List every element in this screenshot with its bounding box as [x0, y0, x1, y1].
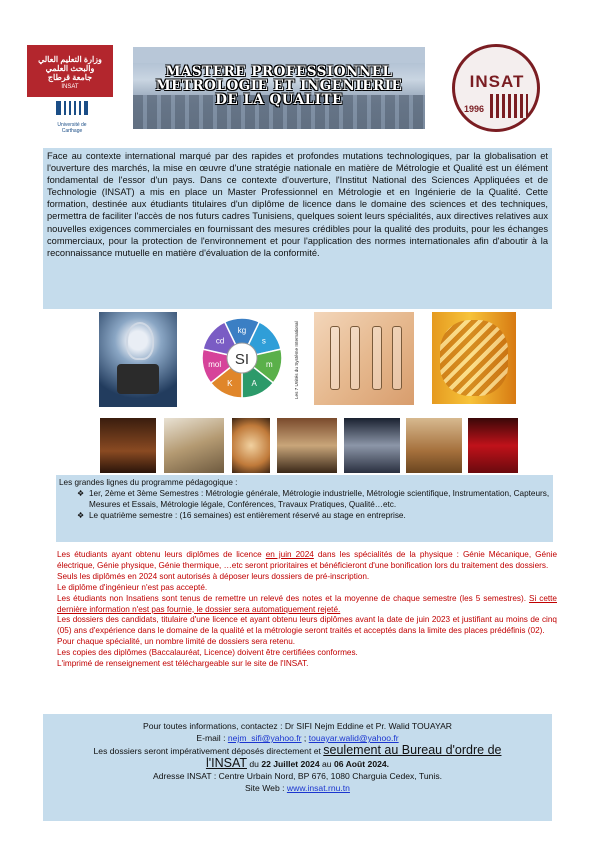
- program-bullet-semesters: ❖ 1er, 2ème et 3ème Semestres : Métrologie générale, Métrologie industrielle, Métrologie scientifique, Instrumentation, Capteurs, Mesures et Essais, Métrologie légale, Conférences, Travaux Pratiques, Qualité…etc.: [59, 488, 550, 510]
- title-banner: [133, 47, 425, 129]
- university-carthage-logo: [47, 101, 97, 134]
- si-unit-label: kg: [237, 326, 247, 335]
- dna-helix-image: [432, 312, 516, 404]
- si-caption: Les 7 Unités du Système International: [294, 321, 299, 399]
- email-link-touayar[interactable]: touayar.walid@yahoo.fr: [308, 733, 399, 743]
- si-unit-label: mol: [208, 360, 222, 370]
- admission-notes: [57, 550, 557, 670]
- si-units-wheel: [199, 312, 285, 405]
- si-unit-label: K: [227, 379, 233, 389]
- deadline-line-2: l'INSAT du 22 Juillet 2024 au 06 Août 2024.: [205, 756, 390, 770]
- si-unit-label: cd: [215, 336, 225, 346]
- insat-logo: [444, 44, 554, 134]
- measurement-photo-5: [344, 418, 400, 473]
- title-line-2: METROLOGIE ET INGENIERIE: [155, 78, 403, 94]
- si-unit-label: m: [265, 360, 273, 370]
- email-link-sifi[interactable]: nejm_sifi@yahoo.fr: [227, 733, 302, 743]
- measurement-photo-4: [277, 418, 337, 473]
- website: Site Web : www.insat.rnu.tn: [245, 783, 350, 793]
- page-title: [133, 65, 425, 107]
- si-unit-label: A: [251, 379, 257, 389]
- note-2024-only: Seuls les diplômés en 2024 sont autorisés à déposer leurs dossiers de pré-inscription.: [57, 571, 370, 581]
- ministry-logo: [27, 45, 113, 133]
- note-limited: Pour chaque spécialité, un nombre limité de dossiers sera retenu.: [57, 637, 296, 647]
- ministry-logo-banner: [27, 45, 113, 97]
- note-priority: Les étudiants ayant obtenu leurs diplômes de licence en juin 2024 dans les spécialités de la physique : Génie Mécanique, Génie électrique, Génie physique, Génie thermique, …etc seront prioritaires et bénéficieront d'une bonification lors du traitement des dossiers.: [57, 550, 557, 570]
- measurement-photo-6: [406, 418, 462, 473]
- insat-logo-year: 1996: [464, 104, 485, 114]
- title-line-1: MASTERE PROFESSIONNEL: [165, 64, 393, 80]
- program-heading: Les grandes lignes du programme pédagogique :: [59, 478, 238, 487]
- note-experience: Les dossiers des candidats, titulaire d'une licence et ayant obtenu leurs diplômes avant la date de juin 2023 et justifiant au moins de cinq (05) ans d'expérience dans le domaine de la qualité et la métrologie seront traités et acceptés dans la limite des places prédéfinis (02).: [57, 615, 557, 636]
- website-link[interactable]: www.insat.rnu.tn: [286, 783, 350, 793]
- contact-emails: E-mail : nejm_sifi@yahoo.fr ; touayar.walid@yahoo.fr: [196, 733, 399, 743]
- measurement-photo-1: [100, 418, 156, 473]
- program-box: [56, 475, 553, 542]
- note-form: L'imprimé de renseignement est téléchargeable sur le site de l'INSAT.: [57, 659, 309, 669]
- university-logo-text: جامعة قرطاج: [47, 73, 93, 82]
- insat-logo-name: INSAT: [469, 72, 525, 91]
- measurement-photo-2: [164, 418, 224, 473]
- title-line-3: DE LA QUALITE: [215, 92, 343, 108]
- contact-persons: Pour toutes informations, contactez : Dr SIFI Nejm Eddine et Pr. Walid TOUAYAR: [142, 721, 453, 731]
- institute-logo-text: INSAT: [61, 84, 79, 90]
- building-icon: [490, 94, 528, 118]
- address: Adresse INSAT : Centre Urbain Nord, BP 676, 1080 Charguia Cedex, Tunis.: [153, 771, 442, 781]
- program-bullet-internship: ❖ Le quatrième semestre : (16 semaines) est entièrement réservé au stage en entreprise.: [59, 510, 550, 521]
- lab-glassware-image: [314, 312, 414, 405]
- ministry-logo-text: وزارة التعليم العالي والبحث العلمي: [38, 55, 102, 73]
- columns-icon: [56, 101, 88, 115]
- note-engineer: Le diplôme d'ingénieur n'est pas accepté.: [57, 582, 208, 592]
- si-center-label: SI: [234, 351, 250, 368]
- intro-paragraph: Face au contexte international marqué par des rapides et profondes mutations technologiques, par la globalisation et l'ouverture des marchés, la mise en œuvre d'une stratégie nationale en matière de Métrologie et Qualité est un élément fondamental de l'essor d'un pays. Dans ce contexte d'ouverture, l'Institut National des Sciences Appliquées et de Technologie (INSAT) a mis en place un Master Professionnel en Métrologie et en Ingénierie de la Qualité. Cette formation, destinée aux étudiants titulaires d'un diplôme de licence dans le domaine des sciences et des techniques, permettra de faciliter l'accès de nos futurs cadres Tunisiens, quelques soient leurs spécialités, aux directives relatives aux nouvelles exigences commerciales en fournissant des mesures crédibles pour la qualité des produits, pour les échanges commerciaux, pour la protection de l'environnement et pour l'application des normes internationales afin d'aboutir à la reconnaissance mutuelle en matière d'évaluation de la conformité.: [43, 148, 552, 309]
- measurement-photo-7: [468, 418, 518, 473]
- si-unit-label: s: [261, 336, 266, 346]
- university-carthage-name: Université de Carthage: [57, 122, 87, 134]
- contact-box: [43, 714, 552, 821]
- note-non-insat: Les étudiants non Insatiens sont tenus de remettre un relevé des notes et la moyenne de chaque semestre (les 5 semestres). Si cette dernière information n'est pas fournie, le dossier sera automatiquement rejeté.: [57, 593, 557, 614]
- deadline-line: Les dossiers seront impérativement déposés directement et seulement au Bureau d'ordre de: [93, 743, 502, 757]
- lamp-instrument-image: [99, 312, 177, 407]
- si-wheel-graphic: [199, 312, 285, 405]
- note-copies: Les copies des diplômes (Baccalauréat, Licence) doivent être certifiées conformes.: [57, 648, 358, 658]
- measurement-photo-3: [232, 418, 270, 473]
